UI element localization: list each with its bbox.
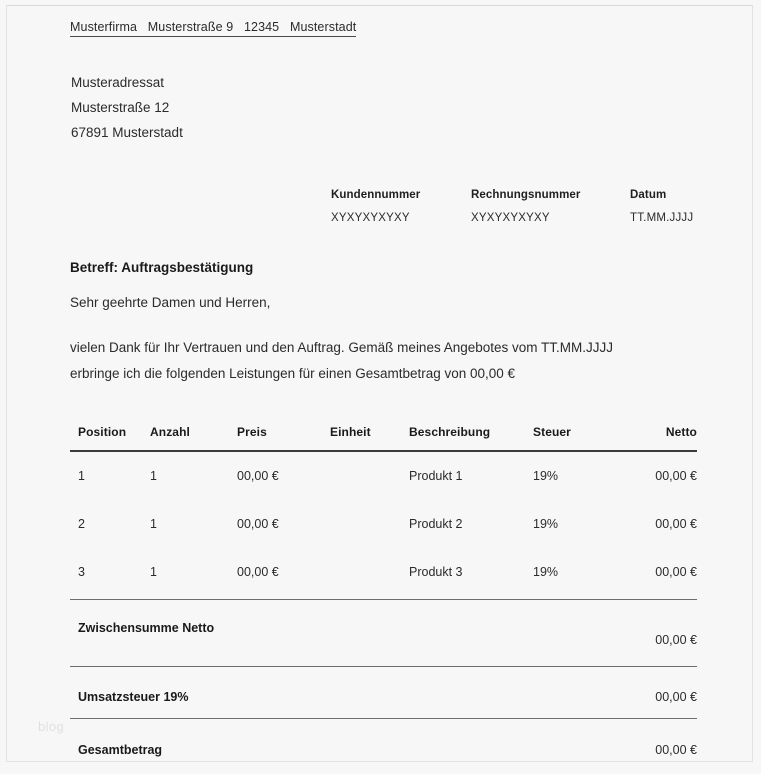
table-header-row	[70, 425, 697, 452]
column-header-anzahl: Anzahl	[150, 425, 190, 439]
summary-amount-subtotal-net: 00,00 €	[655, 633, 697, 647]
watermark-text: blog	[38, 719, 65, 734]
cell-steuer: 19%	[533, 565, 559, 579]
column-header-steuer: Steuer	[533, 425, 571, 439]
meta-customer-number-value: XYXYXYXYXY	[331, 212, 410, 224]
column-header-netto: Netto	[665, 425, 697, 439]
summary-label-subtotal-net: Zwischensumme Netto	[78, 621, 215, 635]
column-header-position: Position	[78, 425, 127, 439]
cell-anzahl: 1	[150, 517, 157, 531]
body-line-1: vielen Dank für Ihr Vertrauen und den Auftrag. Gemäß meines Angebotes vom TT.MM.JJJJ	[70, 340, 614, 355]
column-header-beschreibung: Beschreibung	[409, 425, 491, 439]
recipient-name: Musteradressat	[71, 75, 165, 90]
line-items-table	[70, 425, 697, 596]
cell-position: 3	[78, 565, 85, 579]
summary-label-vat: Umsatzsteuer 19%	[78, 690, 189, 704]
sender-return-address-line: Musterfirma Musterstraße 9 12345 Musterstadt	[70, 20, 356, 37]
cell-beschreibung: Produkt 1	[409, 469, 463, 483]
summary-row-grand-total	[70, 718, 697, 771]
meta-date	[630, 189, 693, 224]
subject-line: Betreff: Auftragsbestätigung	[70, 260, 254, 275]
totals-summary	[70, 599, 697, 771]
cell-netto: 00,00 €	[655, 469, 697, 483]
cell-steuer: 19%	[533, 469, 559, 483]
cell-netto: 00,00 €	[655, 517, 697, 531]
cell-preis: 00,00 €	[237, 565, 279, 579]
cell-beschreibung: Produkt 2	[409, 517, 463, 531]
summary-amount-vat: 00,00 €	[655, 690, 697, 704]
cell-beschreibung: Produkt 3	[409, 565, 463, 579]
summary-row-vat	[70, 666, 697, 718]
meta-date-label: Datum	[630, 189, 667, 201]
meta-invoice-number	[471, 189, 581, 224]
meta-date-value: TT.MM.JJJJ	[630, 212, 694, 224]
cell-netto: 00,00 €	[655, 565, 697, 579]
recipient-address-block	[71, 70, 183, 145]
summary-label-grand-total: Gesamtbetrag	[78, 743, 163, 757]
meta-customer-number-label: Kundennummer	[331, 189, 421, 201]
cell-anzahl: 1	[150, 565, 157, 579]
document-meta-row	[331, 189, 711, 234]
meta-invoice-number-value: XYXYXYXYXY	[471, 212, 550, 224]
meta-customer-number	[331, 189, 420, 224]
cell-position: 2	[78, 517, 85, 531]
cell-anzahl: 1	[150, 469, 157, 483]
summary-amount-grand-total: 00,00 €	[655, 743, 697, 757]
summary-row-subtotal-net	[70, 599, 697, 666]
meta-invoice-number-label: Rechnungsnummer	[471, 189, 581, 201]
cell-preis: 00,00 €	[237, 469, 279, 483]
table-row	[70, 500, 697, 548]
cell-steuer: 19%	[533, 517, 559, 531]
table-row	[70, 548, 697, 596]
recipient-street: Musterstraße 12	[71, 100, 170, 115]
salutation: Sehr geehrte Damen und Herren,	[70, 295, 271, 310]
cell-preis: 00,00 €	[237, 517, 279, 531]
recipient-city: 67891 Musterstadt	[71, 125, 183, 140]
body-paragraph	[70, 335, 710, 387]
cell-position: 1	[78, 469, 85, 483]
table-row	[70, 452, 697, 500]
column-header-preis: Preis	[237, 425, 267, 439]
body-line-2: erbringe ich die folgenden Leistungen für einen Gesamtbetrag von 00,00 €	[70, 366, 516, 381]
column-header-einheit: Einheit	[330, 425, 371, 439]
